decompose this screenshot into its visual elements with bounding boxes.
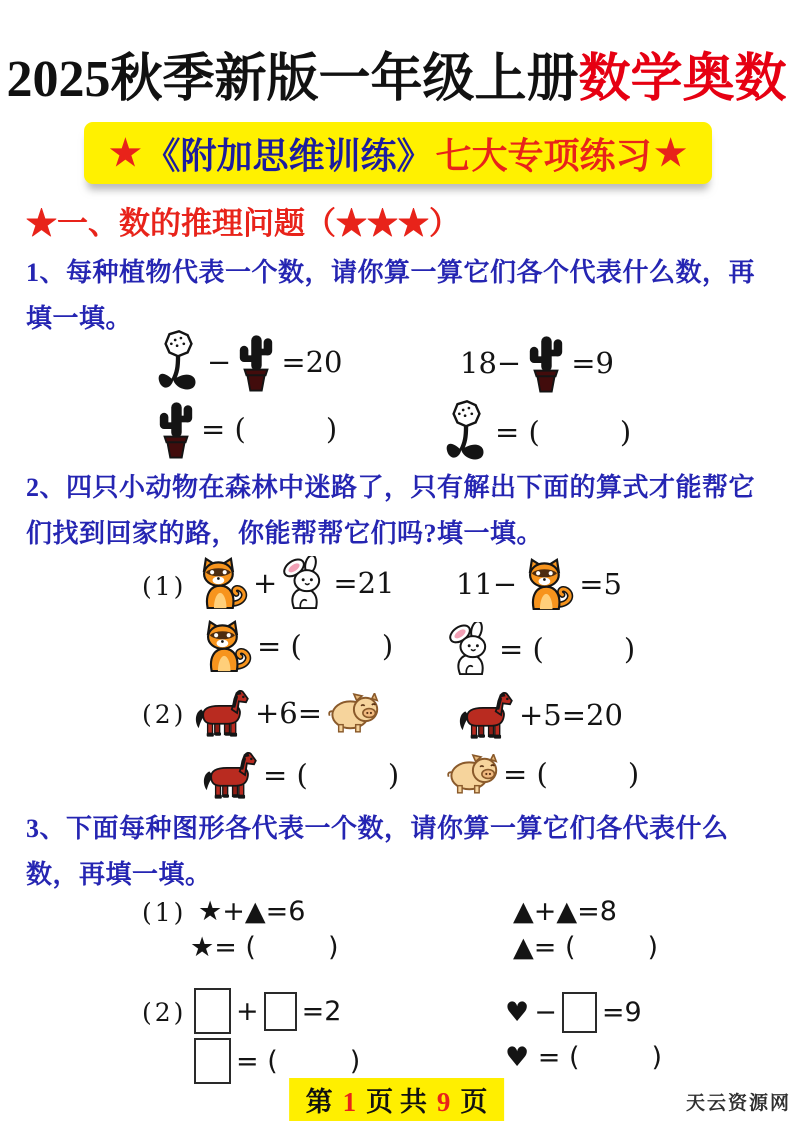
equation-result: =9	[601, 997, 642, 1028]
p3-equation-4	[505, 992, 642, 1033]
answer-blank	[313, 775, 383, 776]
p3-answer-1	[190, 932, 339, 963]
equation-result: =9	[571, 346, 614, 380]
equals-open-paren: = (	[499, 631, 544, 666]
banner-red-text: 七大专项练习	[435, 135, 652, 176]
square-box	[264, 992, 297, 1031]
flower-icon	[156, 330, 202, 394]
close-paren: )	[325, 412, 338, 446]
close-paren: )	[619, 415, 632, 449]
p2-equation-2	[456, 558, 622, 610]
minus-sign: −	[534, 997, 557, 1028]
triangle-equals-open: ▲= (	[513, 932, 576, 963]
pig-icon	[446, 754, 498, 794]
footer-middle: 页 共	[366, 1087, 427, 1117]
p3-answer-2	[513, 932, 658, 963]
square-box	[194, 1038, 231, 1084]
close-paren: )	[327, 932, 339, 963]
p3-answer-4	[505, 1042, 662, 1073]
banner-blue-text: 《附加思维训练》	[144, 135, 433, 176]
close-paren: )	[627, 757, 640, 791]
equals-open-paren: = (	[201, 412, 246, 446]
answer-blank	[261, 947, 323, 948]
cactus-icon	[156, 398, 196, 460]
heart-shape: ♥	[505, 997, 530, 1028]
footer-page-number: 1	[342, 1087, 357, 1117]
answer-blank	[545, 432, 615, 433]
horse-icon	[192, 688, 250, 738]
p2-answer-4	[446, 754, 639, 794]
equals-open-paren: = (	[263, 758, 308, 792]
footer-suffix: 页	[460, 1087, 488, 1117]
p3-part2-label: (2)	[142, 998, 187, 1027]
p1-equation-1	[156, 330, 343, 394]
star-equals-open: ★= (	[190, 932, 256, 963]
rabbit-icon	[448, 622, 494, 675]
equation-pre: 18−	[460, 346, 522, 380]
close-paren: )	[387, 758, 400, 792]
title-black-part: 2025秋季新版一年级上册	[6, 51, 579, 108]
star-triangle-equation: ★+▲=6	[198, 896, 306, 927]
equation-result: =2	[301, 995, 342, 1027]
p2-equation-4	[456, 690, 623, 740]
equation-mid: +5=20	[519, 698, 623, 732]
section-heading: ★一、数的推理问题（★★★）	[26, 206, 460, 241]
p3-part1-label: (1)	[142, 898, 187, 927]
equals-open-paren: = (	[503, 757, 548, 791]
answer-blank	[585, 1057, 647, 1058]
p2-part2-label: (2)	[142, 700, 187, 729]
answer-blank	[553, 774, 623, 775]
footer-total-pages: 9	[436, 1087, 451, 1117]
p2-equation-1	[196, 556, 395, 609]
problem3-statement: 3、下面每种图形各代表一个数，请你算一算它们各代表什么数，再填一填。	[26, 814, 729, 889]
equals-open-paren: = (	[236, 1045, 278, 1077]
close-paren: )	[647, 932, 659, 963]
page-title	[0, 36, 793, 111]
answer-blank	[251, 429, 321, 430]
p1-answer-2	[444, 400, 631, 464]
equation-result: =5	[579, 567, 622, 601]
page-footer	[289, 1078, 505, 1121]
answer-blank	[283, 1061, 345, 1062]
close-paren: )	[349, 1045, 361, 1077]
p2-answer-1	[200, 620, 393, 672]
banner-star-right-icon: ★	[654, 133, 687, 173]
p1-answer-1	[156, 398, 337, 460]
equals-open-paren: = (	[257, 629, 302, 663]
footer-prefix: 第	[305, 1087, 333, 1117]
equation-mid: +6=	[255, 696, 323, 730]
cat-icon	[522, 558, 574, 610]
p2-answer-2	[448, 622, 635, 675]
triangle-equation: ▲+▲=8	[513, 896, 617, 927]
cactus-icon	[236, 331, 276, 393]
banner	[84, 122, 712, 184]
equals-open-paren: = (	[495, 415, 540, 449]
square-box	[562, 992, 597, 1033]
close-paren: )	[623, 631, 636, 666]
banner-star-left-icon: ★	[109, 133, 142, 173]
watermark: 天云资源网	[685, 1092, 791, 1114]
heart-equals-open: ♥ = (	[505, 1042, 580, 1073]
close-paren: )	[651, 1042, 663, 1073]
square-box	[194, 988, 231, 1034]
p1-equation-2	[460, 332, 614, 394]
horse-icon	[456, 690, 514, 740]
p2-part1-label: (1)	[142, 572, 187, 601]
answer-blank	[307, 646, 377, 647]
flower-icon	[444, 400, 490, 464]
answer-blank	[549, 648, 619, 649]
cat-icon	[196, 557, 248, 609]
equation-result: =21	[333, 565, 395, 600]
problem2-statement: 2、四只小动物在森林中迷路了，只有解出下面的算式才能帮它们找到回家的路，你能帮帮它们吗?填一填。	[26, 473, 756, 548]
p2-answer-3	[200, 750, 399, 800]
p3-equation-2	[513, 896, 617, 927]
p3-equation-3	[194, 988, 341, 1034]
problem1-statement: 1、每种植物代表一个数，请你算一算它们各个代表什么数，再填一填。	[26, 258, 756, 333]
cat-icon	[200, 620, 252, 672]
equation-result: =20	[281, 345, 343, 379]
title-red-part: 数学奥数	[578, 51, 787, 108]
close-paren: )	[381, 629, 394, 663]
equation-pre: 11−	[456, 567, 518, 601]
answer-blank	[581, 947, 643, 948]
cactus-icon	[526, 332, 566, 394]
plus-sign: +	[253, 565, 278, 600]
p2-equation-3	[192, 688, 379, 738]
plus-sign: +	[236, 995, 259, 1027]
minus-sign: −	[207, 345, 232, 379]
pig-icon	[327, 693, 379, 733]
rabbit-icon	[282, 556, 328, 609]
horse-icon	[200, 750, 258, 800]
p3-equation-1	[198, 896, 305, 927]
